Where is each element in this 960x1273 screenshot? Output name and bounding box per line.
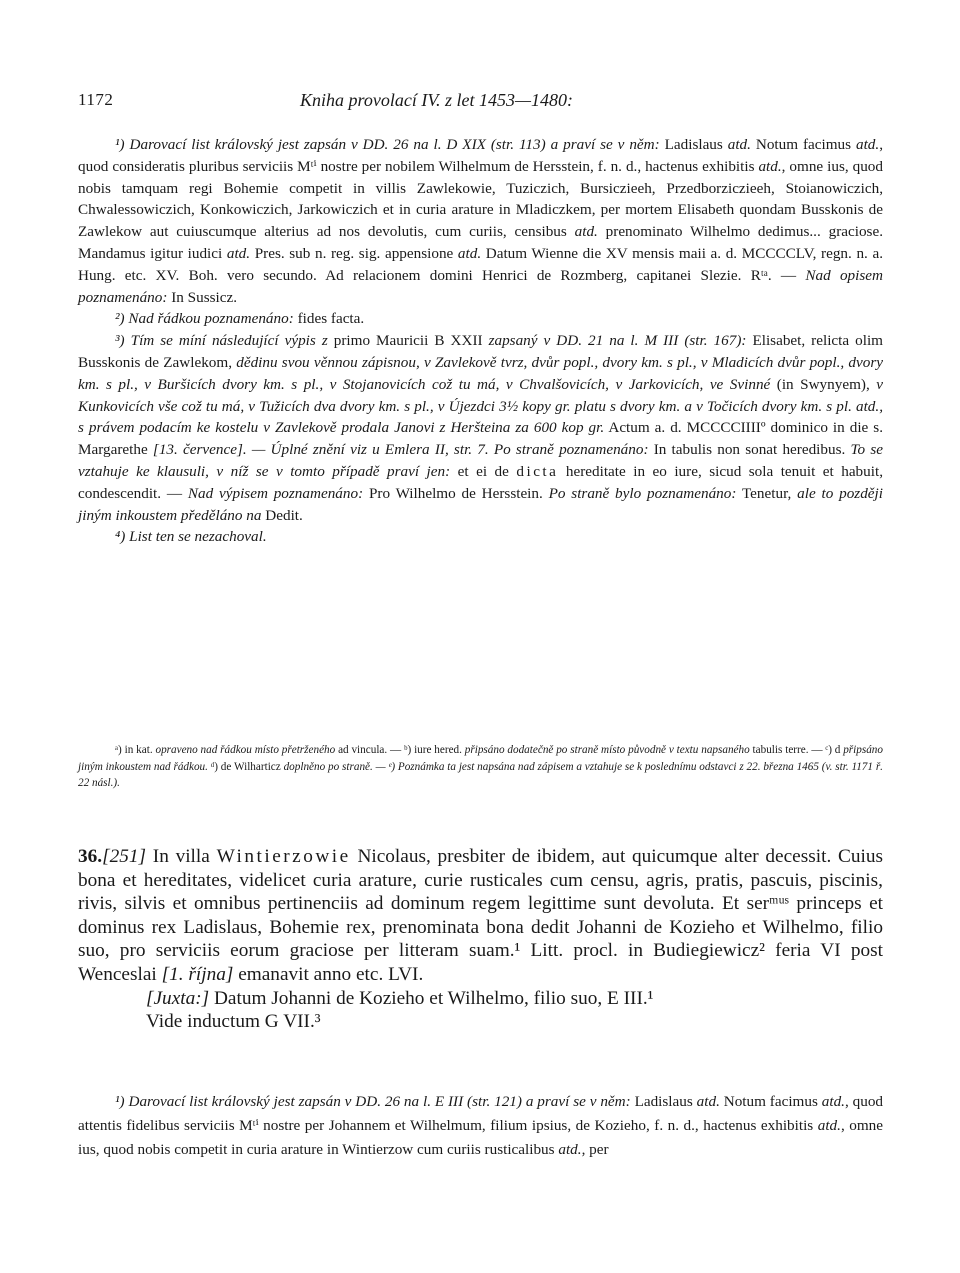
footnote-1: ¹) Darovací list královský jest zapsán v DD. 26 na l. D XIX (str. 113) a praví se v něm: Ladislaus atd. Notum facimus atd., quod consideratis pluribus serviciis Mᵗⁱ nostre per nobilem Wilhelmum de Hersstein, f. n. d., hactenus exhibitis atd., omne ius, quod nobis tamquam regi Bohemie competit in villis Zawlekowie, Tuziczich, Bursiczieeh, Przedborziczieeh, Stoianowiczich, Chwalessowiczich, Konkowiczich, Jarkowiczich et in curia arature in Mladiczkem, per mortem Elisabeth quondam Busskonis de Zawlekow aut cuiuscumque alterius ad nos devolutis, cum curiis, censibus atd. prenominato Wilhelmo dedimus... graciose. Mandamus igitur iudici atd. Pres. sub n. reg. sig. appensione atd. Datum Wienne die XV mensis maii a. d. MCCCCLV, regn. n. a. Hung. etc. XV. Boh. vero secundo. Ad relacionem domini Henrici de Rozmberg, capitanei Slezie. Rᵗᵃ. — Nad opisem poznamenáno: In Sussicz. [78,136,883,306]
page-header [78,90,883,114]
footnote-4: ⁴) List ten se nezachoval. [115,528,267,546]
footnotes-top [78,134,883,548]
footnote-bottom-1: ¹) Darovací list královský jest zapsán v DD. 26 na l. E III (str. 121) a praví se v něm: Ladislaus atd. Notum facimus atd., quod attentis fidelibus serviciis Mᵗⁱ nostre per Johannem et Wilhelmum, filium ipsius, de Kozieho, f. n. d., hactenus exhibitis atd., omne ius, quod nobis competit in curia arature in Wintierzow cum curiis rusticalibus atd., per [78,1093,884,1158]
entry-ref: [251] [102,846,147,867]
entry-number: 36. [78,846,103,867]
entry-vide: Vide inductum G VII.³ [146,1011,321,1033]
footnotes-bottom [78,1090,883,1162]
entry-body: 36.[251] In villa Wintierzowie Nicolaus, presbiter de ibidem, aut quicumque alter decessit. Cuius bona et hereditates, videlicet curia arature, curie rusticales cum censu, agris, pratis, pascuis, piscinis, rivis, silvis et omnibus pertinenciis ad dominum regem legittime sunt devoluta. Et serᵐᵘˢ princeps et dominus rex Ladislaus, Bohemie rex, prenominata bona dedit Johanni de Kozieho et Wilhelmo, filio suo, pro serviciis eorum graciose per litteram suam.¹ Litt. procl. in Budiegiewicz² feria VI post Wenceslai [1. října] emanavit anno etc. LVI. [78,846,883,985]
running-head: Kniha provolací IV. z let 1453—1480: [300,90,573,110]
entry-36 [78,845,883,1034]
page-number: 1172 [78,90,114,109]
footnote-2: ²) Nad řádkou poznamenáno: fides facta. [115,310,365,328]
apparatus-notes: ᵃ) in kat. opraveno nad řádkou místo přetrženého ad vincula. — ᵇ) iure hered. připsáno dodatečně po straně místo původně v textu napsaného tabulis terre. — ᶜ) d připsáno jiným inkoustem nad řádkou. ᵈ) de Wilharticz doplněno po straně. — ᵉ) Poznámka ta jest napsána nad zápisem a vztahuje se k poslednímu odstavci z 22. března 1465 (v. str. 1171 ř. 22 násl.). [78,744,883,790]
entry-place: Wintierzowie [216,846,351,867]
footnote-3: ³) Tím se míní následující výpis z primo Mauricii B XXII zapsaný v DD. 21 na l. M III (str. 167): Elisabet, relicta olim Busskonis de Zawlekom, dědinu svou věnnou zápisnou, v Zavlekově tvrz, dvůr popl., dvory km. s pl., v Mladicích dvůr popl., dvory km. s pl., v Buršicích dvory km. s pl., v Stojanovicích což tu má, v Chvalšovicích, v Jarkovicích, ve Svinné (in Swynyem), v Kunkovicích vše což tu má, v Tužicích dva dvory km. s pl., v Újezdci 3½ kopy gr. platu s dvory km. a v Točicích dvory km. s pl. atd., s právem podacím ke kostelu v Zavlekově prodala Janovi z Heršteina za 600 kop gr. Actum a. d. MCCCCIIIIº dominico in die s. Margarethe [13. července]. — Úplné znění viz u Emlera II, str. 7. Po straně poznamenáno: In tabulis non sonat heredibus. To se vztahuje ke klausuli, v níž se v tomto případě praví jen: et ei de dicta hereditate in eo iure, sicud sola tenuit et habuit, condescendit. — Nad výpisem poznamenáno: Pro Wilhelmo de Hersstein. Po straně bylo poznamenáno: Tenetur, ale to později jiným inkoustem předěláno na Dedit. [78,332,883,524]
entry-juxta: [Juxta:] Datum Johanni de Kozieho et Wilhelmo, filio suo, E III.¹ [146,987,654,1009]
critical-apparatus [78,742,883,792]
